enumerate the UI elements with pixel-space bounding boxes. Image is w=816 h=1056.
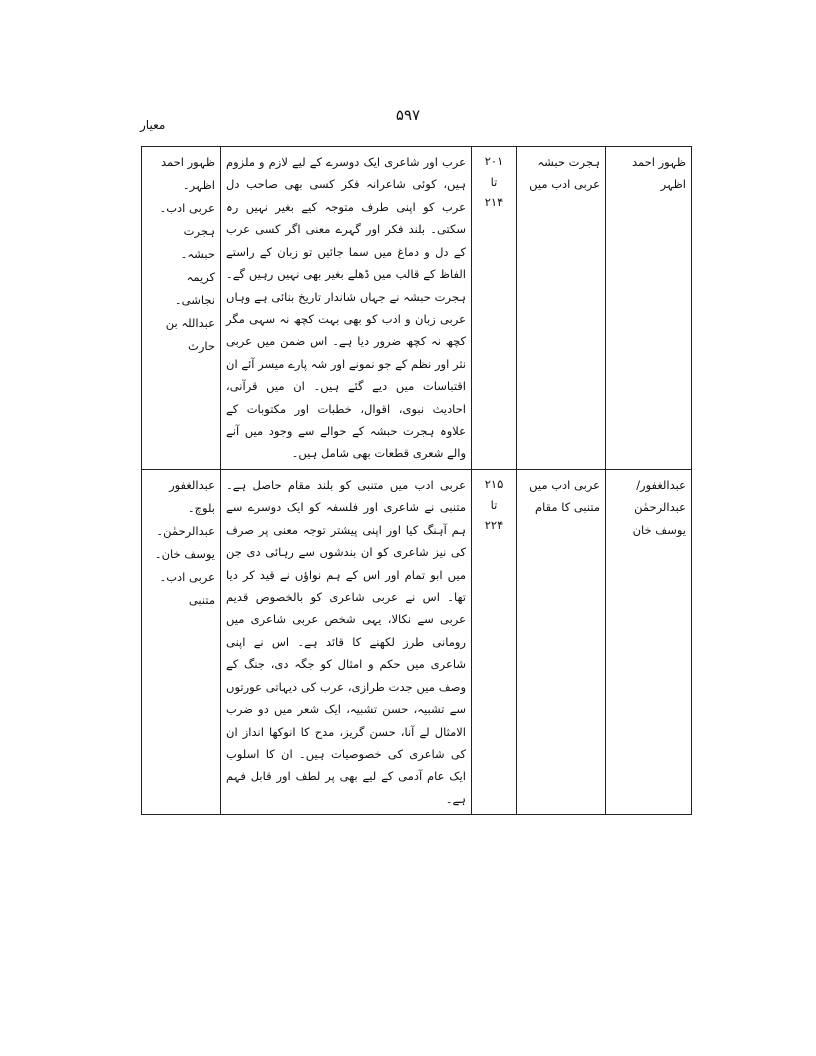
journal-name: معیار [140,118,166,132]
page-start: ۲۱۵ [484,476,504,491]
table-row [142,469,692,814]
summary-cell: عربی ادب میں متنبی کو بلند مقام حاصل ہے۔ متنبی نے شاعری اور فلسفہ کو ایک دوسرے سے ہم آہنگ کیا اور اپنی پیشتر توجہ معنی پر صرف کی نیز شاعری کو ان بندشوں سے رہائی دی جن میں ابو تمام اور اس کے ہم نواؤں نے قید کر دیا تھا۔ اس نے عربی شاعری کو بالخصوص قدیم عربی سے نکالا، یہی شخص عربی شاعری میں رومانی طرز لکھنے کا قائد ہے۔ اس نے اپنی شاعری میں حکم و امثال کو جگہ دی، جنگ کے وصف میں جدت طرازی، عرب کی دیہاتی عورتوں سے تشبیہ، حسن تشبیہ، ایک شعر میں دو ضرب الامثال لے آنا، حسن گریز، مدح کا انوکھا انداز ان کی شاعری کی خصوصیات ہیں۔ ان کا اسلوب ایک عام آدمی کے لیے بھی پر لطف اور قابل فہم ہے۔ [221,469,472,814]
keyword: یوسف خان۔ [154,546,215,561]
keyword: عبداللہ بن حارث [165,316,215,353]
keyword: عربی ادب۔ [159,201,215,215]
keyword: ہجرت حبشہ۔ [180,224,215,261]
page-end: ۲۲۴ [484,518,504,533]
pages-cell [472,469,517,814]
page-start: ۲۰۱ [484,154,504,168]
keyword: عربی ادب۔ [159,569,215,584]
page-range-word: تا [490,174,498,189]
summary-cell: عرب اور شاعری ایک دوسرے کے لیے لازم و ملزوم ہیں، کوئی شاعرانہ فکر کسی بھی صاحب دل عرب کو اپنی طرف متوجہ کیے بغیر نہیں رہ سکتی۔ بلند فکر اور گہرے معنی اگر کسی عرب کے دل و دماغ میں سما جائیں تو زبان کے راستے الفاظ کے قالب میں ڈھلے بغیر بھی نہیں رہیں گے۔ ہجرت حبشہ نے جہاں شاندار تاریخ بنائی ہے وہاں عربی زبان و ادب کو بھی بہت کچھ نہ سہی مگر کچھ نہ کچھ ضرور دیا ہے۔ اس ضمن میں عربی نثر اور نظم کے جو نمونے اور شہ پارے میسر آئے ان اقتباسات میں دیے گئے ہیں۔ ان میں قرآنی، احادیث نبوی، اقوال، خطبات اور مکتوبات کے علاوہ ہجرت حبشہ کے حوالے سے وجود میں آنے والے شعری قطعات بھی شامل ہیں۔ [221,147,472,470]
title-cell: ہجرت حبشہ عربی ادب میں [517,147,606,470]
keyword: عبدالرحمٰن۔ [156,523,215,538]
keyword: ظہور احمد اظہر۔ [160,155,215,192]
keyword: متنبی [188,592,215,607]
author-cell: عبدالغفور/ عبدالرحمٰن یوسف خان [606,469,692,814]
author-cell: ظہور احمد اظہر [606,147,692,470]
keyword: کریمہ نجاشی۔ [174,270,215,307]
keywords-cell [142,147,221,470]
table-row [142,147,692,470]
keyword: عبدالغفور بلوچ۔ [169,477,215,515]
title-cell: عربی ادب میں متنبی کا مقام [517,469,606,814]
page-end: ۲۱۴ [484,195,504,210]
page-range-word: تا [490,497,498,512]
keywords-cell [142,469,221,814]
pages-cell [472,147,517,470]
page-number: ۵۹۷ [395,106,421,124]
index-table [141,146,692,815]
